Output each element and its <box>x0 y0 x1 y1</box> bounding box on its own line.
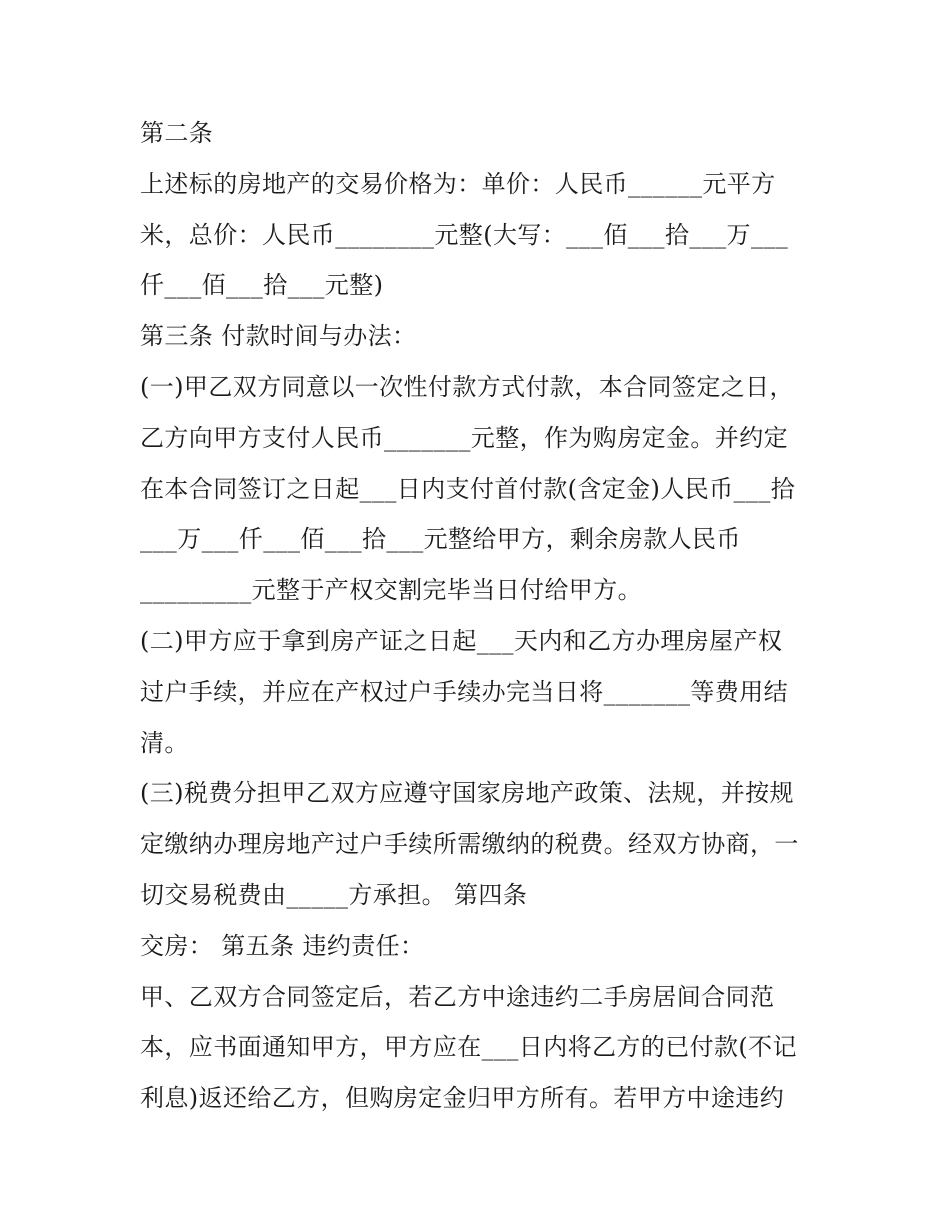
text-line: 米，总价：人民币________元整(大写：___佰___拾___万___ <box>140 220 789 249</box>
text-line: 第二条 <box>140 119 214 147</box>
text-line: 定缴纳办理房地产过户手续所需缴纳的税费。经双方协商，一 <box>140 830 799 859</box>
text-line: 在本合同签订之日起___日内支付首付款(含定金)人民币___拾 <box>140 474 796 503</box>
text-line: 本，应书面通知甲方，甲方应在___日内将乙方的已付款(不记 <box>140 1033 797 1062</box>
text-line: (一)甲乙双方同意以一次性付款方式付款，本合同签定之日， <box>140 372 794 401</box>
text-line: 乙方向甲方支付人民币_______元整，作为购房定金。并约定 <box>140 423 788 452</box>
text-line: 上述标的房地产的交易价格为：单价：人民币______元平方 <box>140 169 776 198</box>
text-line: 过户手续，并应在产权过户手续办完当日将_______等费用结 <box>140 677 788 706</box>
text-line: 切交易税费由_____方承担。 第四条 <box>140 880 528 909</box>
text-line: (三)税费分担甲乙双方应遵守国家房地产政策、法规，并按规 <box>140 779 794 808</box>
text-line: 仟___佰___拾___元整) <box>140 271 384 300</box>
text-line: 甲、乙双方合同签定后，若乙方中途违约二手房居间合同范 <box>140 982 775 1011</box>
text-line: _________元整于产权交割完毕当日付给甲方。 <box>140 576 642 605</box>
text-line: (二)甲方应于拿到房产证之日起___天内和乙方办理房屋产权 <box>140 626 783 655</box>
text-line: 第三条 付款时间与办法： <box>140 322 417 351</box>
text-line: 利息)返还给乙方，但购房定金归甲方所有。若甲方中途违约 <box>140 1084 785 1113</box>
contract-text-body <box>140 108 820 1124</box>
text-line: 清。 <box>140 728 189 757</box>
text-line: 交房： 第五条 违约责任： <box>140 931 425 960</box>
text-line: ___万___仟___佰___拾___元整给甲方，剩余房款人民币 <box>140 525 741 554</box>
